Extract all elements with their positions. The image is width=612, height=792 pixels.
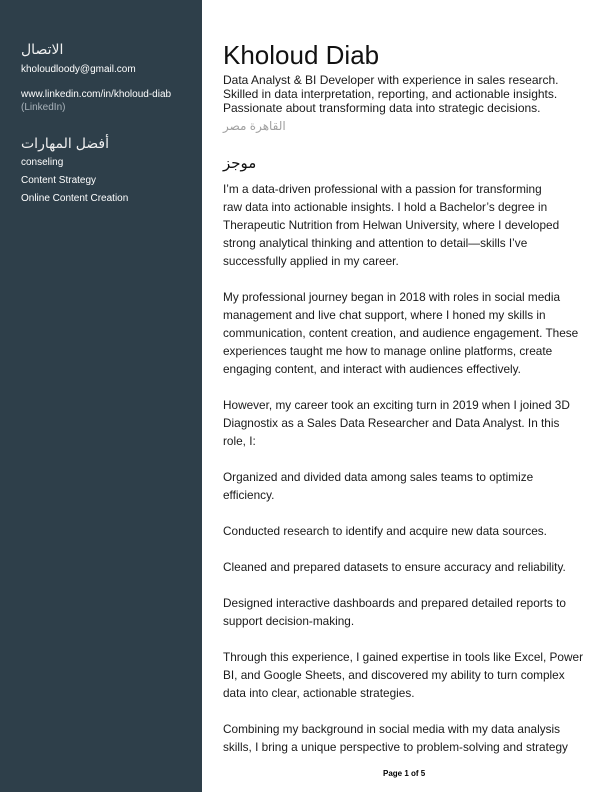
summary-line: raw data into actionable insights. I hold a Bachelor’s degree in xyxy=(223,200,548,214)
page-number: Page 1 of 5 xyxy=(383,769,426,778)
paragraph-gap xyxy=(223,504,595,522)
summary-line: data into clear, actionable strategies. xyxy=(223,686,415,700)
summary-line: Combining my background in social media with my data analysis xyxy=(223,722,561,736)
paragraph-gap xyxy=(223,576,595,594)
headline-line: Skilled in data interpretation, reporting, and actionable insights. xyxy=(223,86,558,101)
skills-heading: أفضل المهارات xyxy=(21,135,110,151)
paragraph-gap xyxy=(223,450,595,468)
paragraph-gap xyxy=(223,540,595,558)
sidebar xyxy=(0,0,202,792)
paragraph-gap xyxy=(223,702,595,720)
summary-line: support decision-making. xyxy=(223,614,355,628)
summary-line: skills, I bring a unique perspective to problem-solving and strategy xyxy=(223,740,568,754)
linkedin-label[interactable]: (LinkedIn) xyxy=(21,102,66,113)
contact-heading: الاتصال xyxy=(21,41,64,57)
summary-line: Cleaned and prepared datasets to ensure accuracy and reliability. xyxy=(223,560,566,574)
profile-location: القاهرة مصر xyxy=(223,119,286,133)
summary-line: I’m a data-driven professional with a passion for transforming xyxy=(223,182,542,196)
profile-name: Kholoud Diab xyxy=(223,40,380,70)
summary-line: efficiency. xyxy=(223,488,275,502)
email-link[interactable]: kholoudloody@gmail.com xyxy=(21,64,136,75)
summary-line: role, I: xyxy=(223,434,256,448)
paragraph-gap xyxy=(223,630,595,648)
paragraph-gap xyxy=(223,270,595,288)
skill-item: conseling xyxy=(21,157,64,168)
summary-line: My professional journey began in 2018 with roles in social media xyxy=(223,290,561,304)
paragraph-gap xyxy=(223,378,595,396)
summary-line: strong analytical thinking and attention to detail—skills I’ve xyxy=(223,236,528,250)
summary-line: successfully applied in my career. xyxy=(223,254,399,268)
summary-line: Diagnostix as a Sales Data Researcher and Data Analyst. In this xyxy=(223,416,560,430)
summary-line: Organized and divided data among sales teams to optimize xyxy=(223,470,534,484)
main-content xyxy=(223,0,595,792)
summary-line: communication, content creation, and audience engagement. These xyxy=(223,326,579,340)
skill-item: Online Content Creation xyxy=(21,193,129,204)
headline-line: Passionate about transforming data into strategic decisions. xyxy=(223,100,541,115)
summary-line: engaging content, and interact with audiences effectively. xyxy=(223,362,521,376)
skill-item: Content Strategy xyxy=(21,175,97,186)
linkedin-link[interactable]: www.linkedin.com/in/kholoud-diab xyxy=(21,89,172,100)
summary-line: Conducted research to identify and acquire new data sources. xyxy=(223,524,547,538)
summary-line: Therapeutic Nutrition from Helwan University, where I developed xyxy=(223,218,560,232)
profile-headline xyxy=(223,74,595,115)
summary-line: Through this experience, I gained expertise in tools like Excel, Power xyxy=(223,650,583,664)
headline-line: Data Analyst & BI Developer with experience in sales research. xyxy=(223,73,559,87)
summary-body xyxy=(223,180,595,756)
summary-line: experiences taught me how to manage online platforms, create xyxy=(223,344,553,358)
summary-heading: موجز xyxy=(223,155,257,172)
summary-line: management and live chat support, where I honed my skills in xyxy=(223,308,546,322)
summary-line: Designed interactive dashboards and prepared detailed reports to xyxy=(223,596,566,610)
summary-line: BI, and Google Sheets, and discovered my ability to turn complex xyxy=(223,668,565,682)
summary-line: However, my career took an exciting turn in 2019 when I joined 3D xyxy=(223,398,570,412)
